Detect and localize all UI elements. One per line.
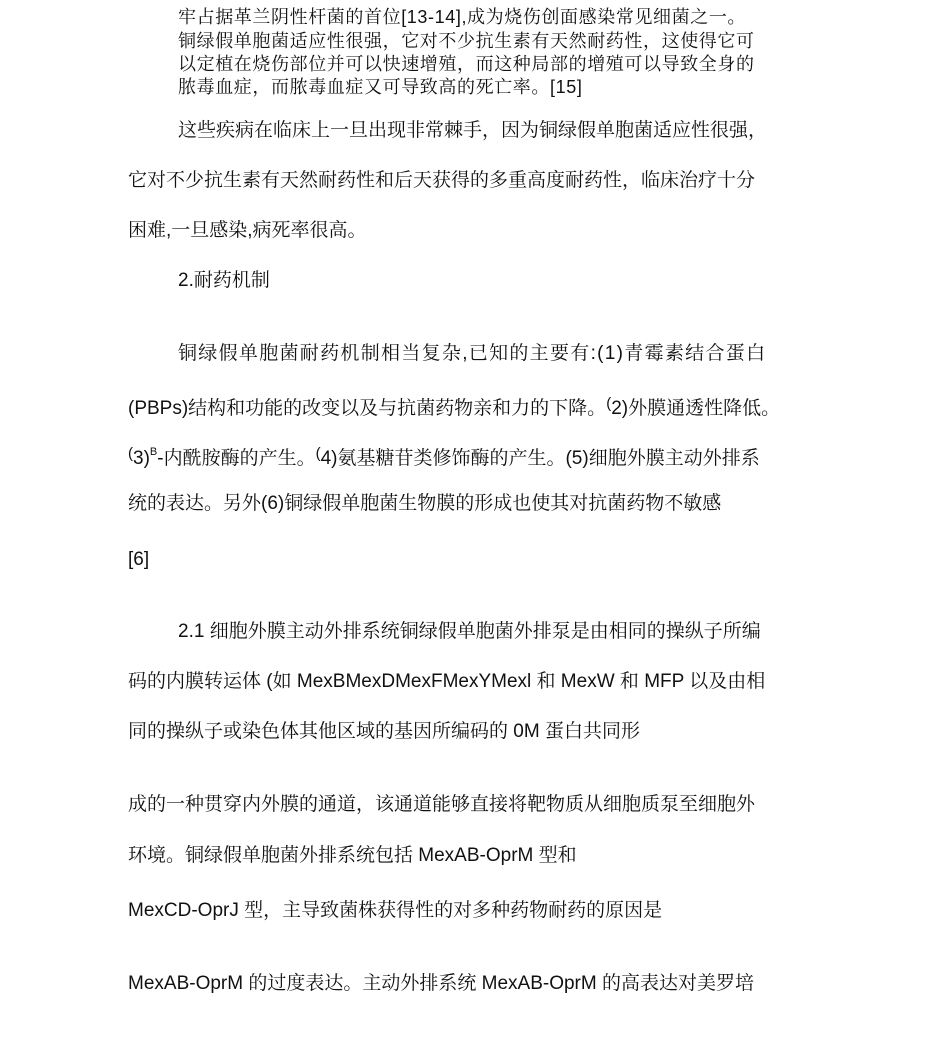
paragraph-2-line-3-c: 4)氨基糖苷类修饰酶的产生。(5)细胞外膜主动外排系 [320, 448, 760, 469]
paragraph-2-line-3-mark-2: ( [315, 445, 321, 462]
paragraph-1-line-1: 这些疾病在临床上一旦出现非常棘手，因为铜绿假单胞菌适应性很强， [178, 120, 768, 141]
paragraph-2-line-3-b: -内酰胺酶的产生。 [157, 448, 316, 469]
quote-line-2: 铜绿假单胞菌适应性很强，它对不少抗生素有天然耐药性，这使得它可 [178, 31, 755, 51]
paragraph-3-line-1: 成的一种贯穿内外膜的通道，该通道能够直接将靶物质从细胞质泵至细胞外 [128, 794, 756, 815]
paragraph-2-line-1: 铜绿假单胞菌耐药机制相当复杂,已知的主要有:(1)青霉素结合蛋白 [178, 343, 767, 364]
beta-superscript: B [149, 446, 158, 458]
paragraph-2-line-2-text: (PBPs)结构和功能的改变以及与抗菌药物亲和力的下降。 [128, 398, 607, 419]
paragraph-2-line-4: 统的表达。另外(6)铜绿假单胞菌生物膜的形成也使其对抗菌药物不敏感 [128, 493, 722, 514]
section-2-1-line-2: 码的内膜转运体 (如 MexBMexDMexFMexYMexl 和 MexW 和 MFP 以及由相 [128, 671, 766, 692]
paragraph-2-line-2-mark: ( [606, 395, 612, 412]
paragraph-2-line-2-tail: 2)外膜通透性降低。 [611, 398, 781, 419]
section-2-1-line-3: 同的操纵子或染色体其他区域的基因所编码的 0M 蛋白共同形 [128, 721, 640, 742]
paragraph-2-line-3 [128, 442, 760, 471]
section-heading-2: 2.耐药机制 [178, 270, 270, 291]
paragraph-2-line-3-mark: ( [128, 445, 133, 462]
paragraph-2-line-3-a: 3) [133, 448, 150, 469]
paragraph-3-line-2: 环境。铜绿假单胞菌外排系统包括 MexAB-OprM 型和 [128, 845, 577, 866]
paragraph-1-line-3: 困难,一旦感染,病死率很高。 [128, 220, 367, 241]
quote-line-1: 牢占据革兰阴性杆菌的首位[13-14],成为烧伤创面感染常见细菌之一。 [178, 7, 747, 27]
quote-line-3: 以定植在烧伤部位并可以快速增殖，而这种局部的增殖可以导致全身的 [178, 54, 755, 74]
paragraph-3-line-3: MexCD-OprJ 型，主导致菌株获得性的对多种药物耐药的原因是 [128, 900, 663, 921]
paragraph-1-line-2: 它对不少抗生素有天然耐药性和后天获得的多重高度耐药性，临床治疗十分 [128, 170, 756, 191]
paragraph-2-line-2 [128, 392, 780, 421]
quote-line-4: 脓毒血症，而脓毒血症又可导致高的死亡率。[15] [178, 77, 583, 97]
citation-ref: [6] [128, 549, 150, 570]
section-2-1-line-1: 2.1 细胞外膜主动外排系统铜绿假单胞菌外排泵是由相同的操纵子所编 [178, 621, 761, 642]
paragraph-3-line-4: MexAB-OprM 的过度表达。主动外排系统 MexAB-OprM 的高表达对美罗培 [128, 973, 754, 994]
